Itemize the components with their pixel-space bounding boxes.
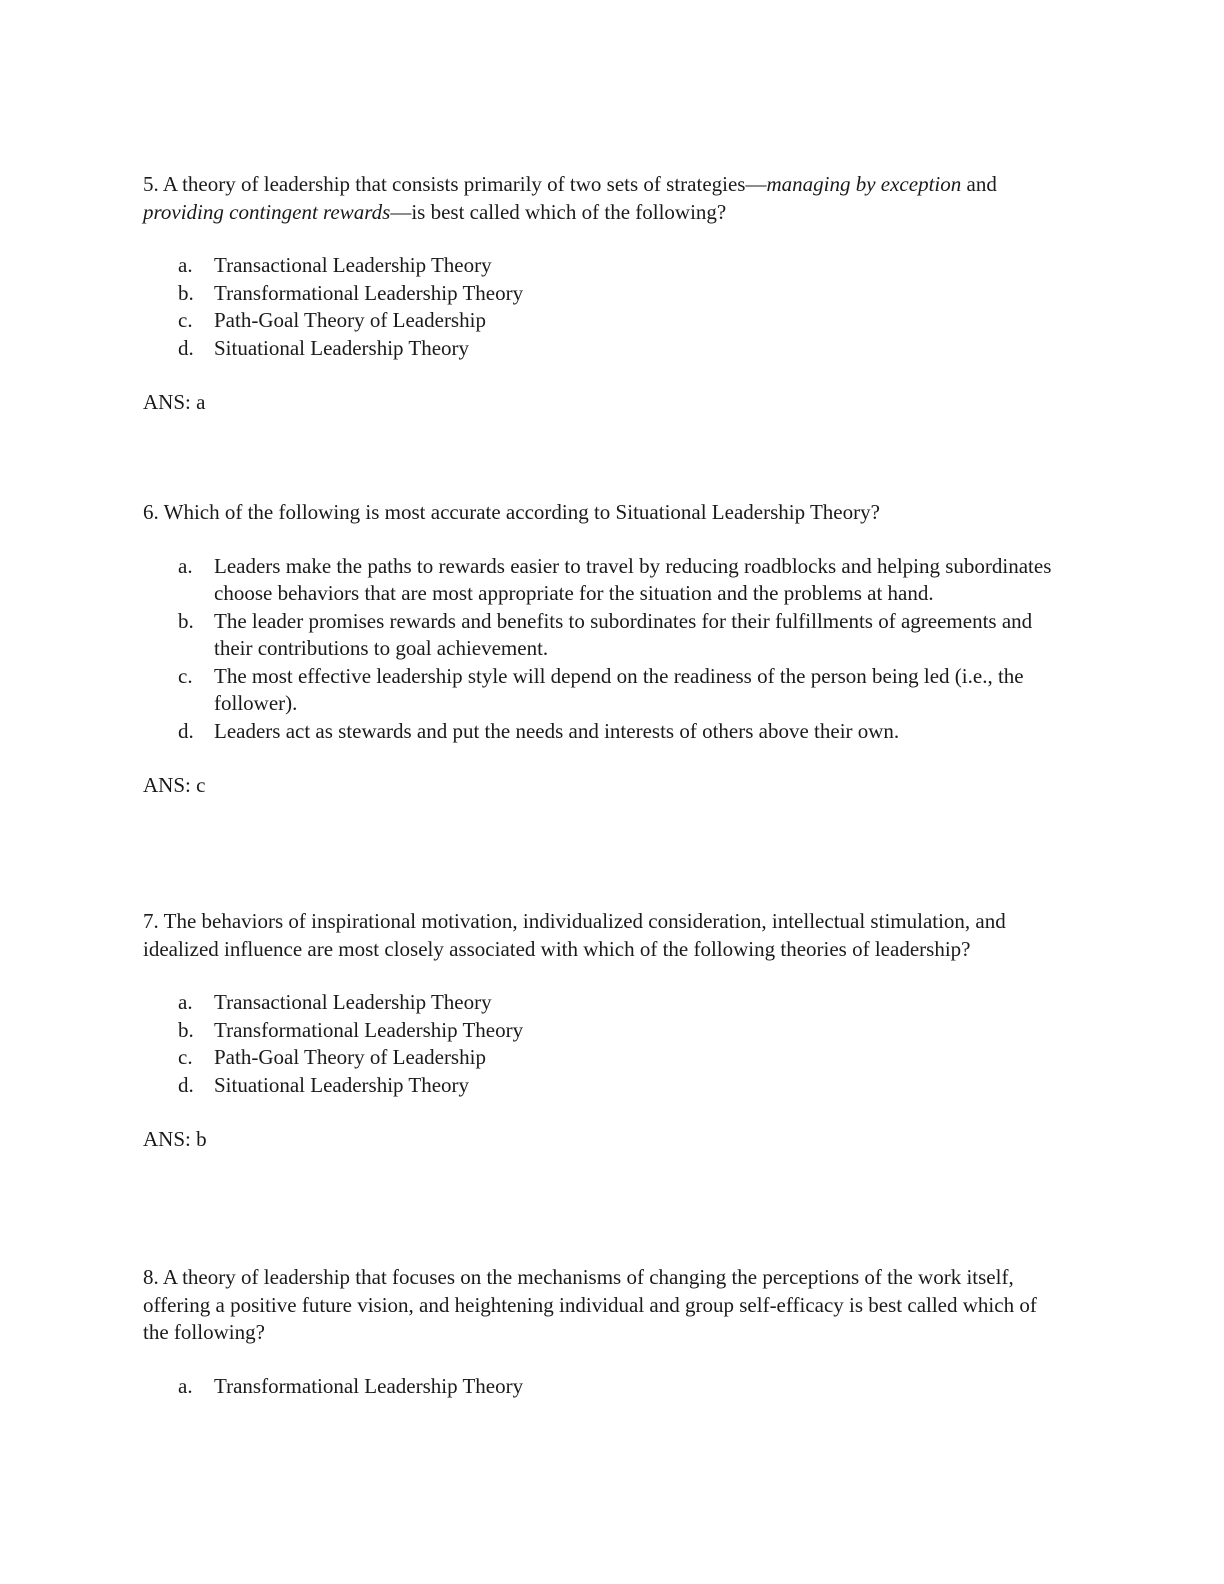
option-text: Leaders make the paths to rewards easier to travel by reducing roadblocks and helping subordinates choose behaviors that are most appropriate for the situation and the problems at hand. — [214, 553, 1052, 605]
question-8 — [143, 1264, 1063, 1400]
question-6 — [143, 499, 1063, 800]
answer-key: ANS: a — [143, 390, 206, 414]
question-number: 6. — [143, 500, 159, 524]
option-letter: a. — [178, 1373, 193, 1398]
option-b — [143, 608, 1063, 663]
question-text-part: Which of the following is most accurate according to Situational Leadership Theory? — [158, 500, 880, 524]
question-text-part: A theory of leadership that consists primarily of two sets of strategies— — [158, 172, 767, 196]
option-letter: a. — [178, 553, 193, 578]
options-list — [143, 1373, 1063, 1401]
option-letter: a. — [178, 253, 193, 277]
option-letter: c. — [178, 1045, 193, 1069]
question-text — [143, 908, 1063, 963]
option-letter: b. — [178, 1017, 194, 1042]
option-letter: a. — [178, 990, 193, 1014]
option-d — [143, 1072, 1063, 1100]
question-text-part: A theory of leadership that focuses on the mechanisms of changing the perceptions of the work itself, offering a positive future vision, and heightening individual and group self-efficacy is best called which of the following? — [143, 1265, 1037, 1344]
option-text: The most effective leadership style will depend on the readiness of the person being led (i.e., the follower). — [214, 663, 1024, 715]
option-letter: d. — [178, 1072, 194, 1097]
option-letter: b. — [178, 608, 194, 633]
option-b — [143, 280, 1063, 308]
option-text: Transactional Leadership Theory — [214, 253, 492, 277]
option-text: The leader promises rewards and benefits to subordinates for their fulfillments of agreements and their contributions to goal achievement. — [214, 608, 1033, 660]
question-text — [143, 1264, 1063, 1347]
option-a — [143, 252, 1063, 280]
option-c — [143, 663, 1063, 718]
question-text-italic: providing contingent rewards — [143, 199, 391, 224]
question-number: 5. — [143, 172, 159, 196]
option-c — [143, 1044, 1063, 1072]
option-a — [143, 1373, 1063, 1401]
options-list — [143, 989, 1063, 1099]
option-text: Transformational Leadership Theory — [214, 280, 524, 305]
option-c — [143, 307, 1063, 335]
option-text: Transformational Leadership Theory — [214, 1373, 524, 1398]
question-text — [143, 171, 1063, 226]
options-list — [143, 553, 1063, 746]
question-text-part: and — [961, 172, 997, 196]
option-a — [143, 553, 1063, 608]
option-text: Transformational Leadership Theory — [214, 1017, 524, 1042]
option-letter: c. — [178, 308, 193, 332]
question-number: 8. — [143, 1265, 159, 1289]
question-7 — [143, 908, 1063, 1154]
option-text: Path-Goal Theory of Leadership — [214, 1045, 486, 1069]
option-letter: d. — [178, 335, 194, 360]
question-text-italic: managing by exception — [766, 172, 962, 196]
option-b — [143, 1017, 1063, 1045]
options-list — [143, 252, 1063, 362]
question-text-part: —is best called which of the following? — [390, 199, 727, 224]
option-letter: d. — [178, 718, 194, 743]
answer-key: ANS: c — [143, 773, 206, 797]
option-d — [143, 335, 1063, 363]
option-text: Situational Leadership Theory — [214, 335, 470, 360]
option-a — [143, 989, 1063, 1017]
option-text: Transactional Leadership Theory — [214, 990, 492, 1014]
question-text-part: The behaviors of inspirational motivation, individualized consideration, intellectual stimulation, and idealized influence are most closely associated with which of the following theories of leadership? — [143, 909, 1006, 961]
question-5 — [143, 171, 1063, 417]
option-d — [143, 718, 1063, 746]
option-text: Path-Goal Theory of Leadership — [214, 308, 486, 332]
option-text: Situational Leadership Theory — [214, 1072, 470, 1097]
option-text: Leaders act as stewards and put the needs and interests of others above their own. — [214, 718, 900, 743]
option-letter: c. — [178, 663, 193, 688]
question-text — [143, 499, 1063, 527]
question-number: 7. — [143, 909, 159, 933]
answer-key: ANS: b — [143, 1127, 207, 1151]
option-letter: b. — [178, 280, 194, 305]
